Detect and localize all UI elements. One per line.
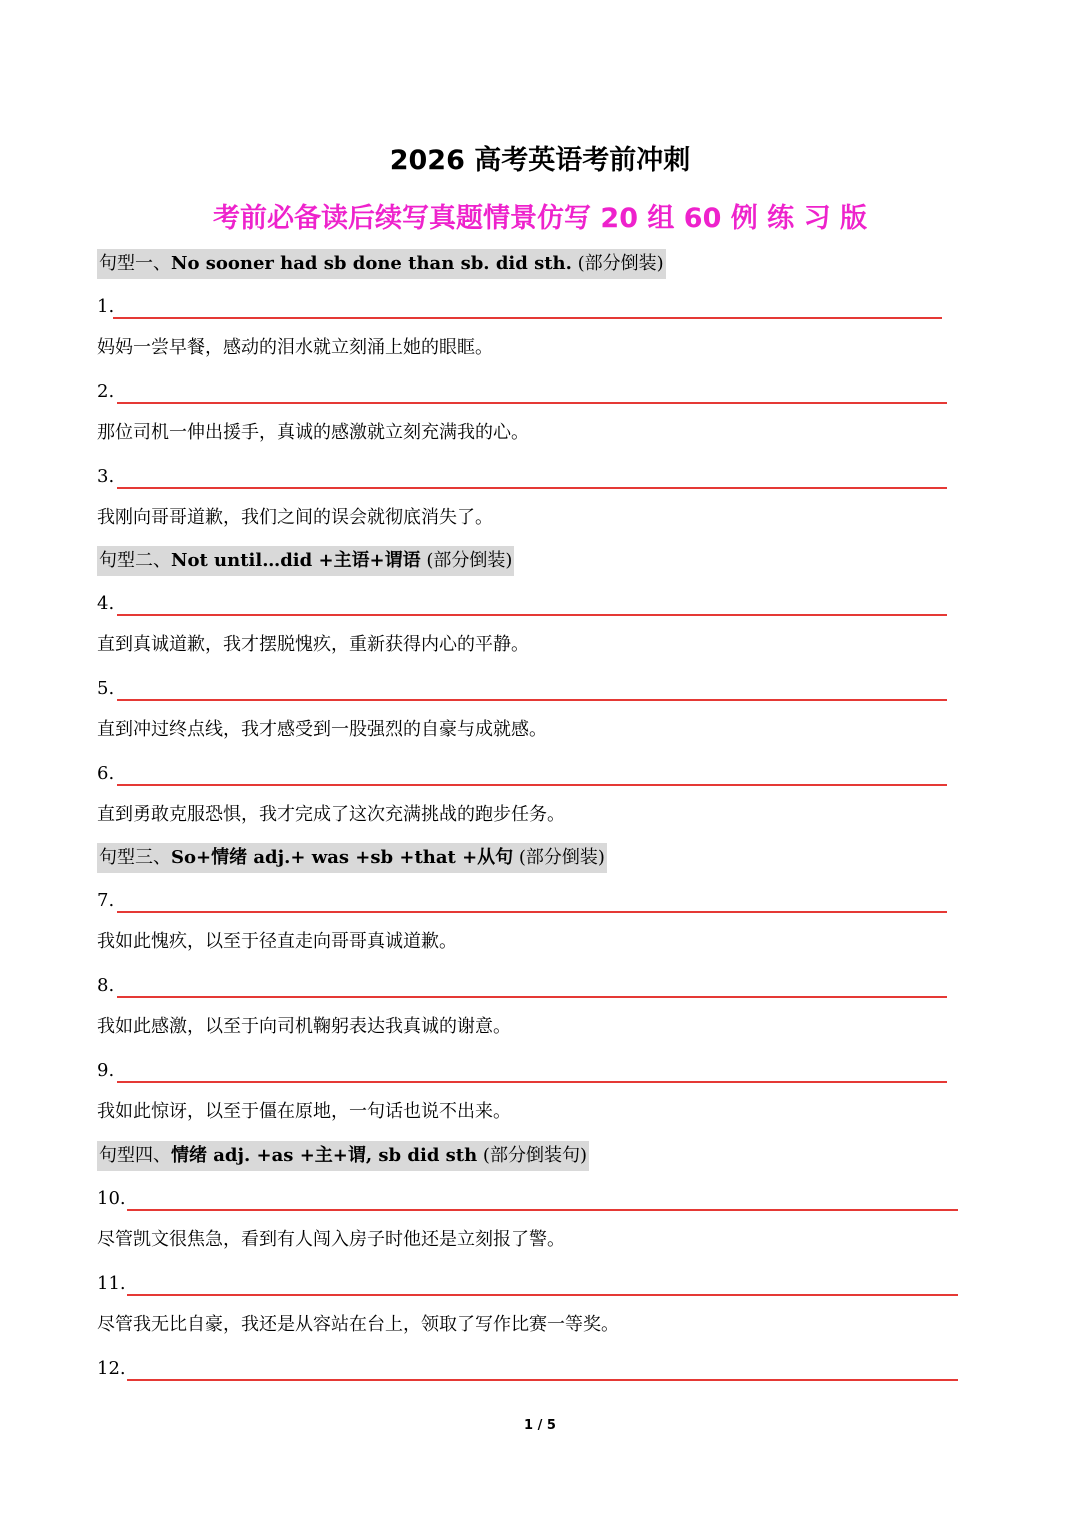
answer-line[interactable] [97, 1354, 958, 1384]
section-heading [97, 546, 514, 576]
page-number: 1 / 5 [524, 1418, 556, 1433]
item-number: 12. [97, 1358, 126, 1379]
subtitle-text-groups: 组 [647, 203, 675, 234]
prompt-text: 尽管凯文很焦急，看到有人闯入房子时他还是立刻报了警。 [97, 1229, 565, 1250]
section-pattern: So+情绪 adj.+ was +sb +that +从句 [171, 847, 514, 868]
section-label: 句型三、 [99, 847, 171, 868]
answer-rule[interactable] [127, 1379, 958, 1381]
section-note: (部分倒装) [571, 253, 664, 274]
section-label: 句型二、 [99, 550, 171, 571]
prompt-text: 直到冲过终点线，我才感受到一股强烈的自豪与成就感。 [97, 719, 547, 740]
item-number: 7. [97, 890, 115, 911]
prompt-text: 我刚向哥哥道歉，我们之间的误会就彻底消失了。 [97, 507, 493, 528]
answer-line[interactable] [97, 759, 947, 789]
answer-rule[interactable] [117, 699, 947, 701]
item-number: 5. [97, 678, 115, 699]
answer-line[interactable] [97, 589, 947, 619]
section-heading [97, 249, 666, 279]
subtitle-number-examples: 60 [683, 203, 722, 234]
prompt-text: 尽管我无比自豪，我还是从容站在台上，领取了写作比赛一等奖。 [97, 1314, 619, 1335]
answer-rule[interactable] [127, 1209, 958, 1211]
item-number: 9. [97, 1060, 115, 1081]
answer-rule[interactable] [117, 1081, 947, 1083]
item-number: 2. [97, 381, 115, 402]
section-note: (部分倒装) [513, 847, 605, 868]
answer-line[interactable] [97, 377, 947, 407]
answer-line[interactable] [97, 971, 947, 1001]
subtitle-text-edition: 例 练 习 版 [730, 203, 867, 234]
answer-line[interactable] [97, 1056, 947, 1086]
page-title: 2026 高考英语考前冲刺 [389, 145, 691, 176]
answer-rule[interactable] [117, 614, 947, 616]
subtitle-text: 考前必备读后续写真题情景仿写 [213, 203, 591, 234]
prompt-text: 妈妈一尝早餐，感动的泪水就立刻涌上她的眼眶。 [97, 337, 493, 358]
item-number: 11. [97, 1273, 126, 1294]
item-number: 3. [97, 466, 115, 487]
item-number: 10. [97, 1188, 126, 1209]
prompt-text: 我如此愧疚，以至于径直走向哥哥真诚道歉。 [97, 931, 457, 952]
section-heading [97, 1141, 589, 1171]
answer-rule[interactable] [117, 996, 947, 998]
answer-rule[interactable] [117, 911, 947, 913]
answer-line[interactable] [97, 462, 947, 492]
answer-line[interactable] [97, 1184, 958, 1214]
answer-rule[interactable] [113, 317, 942, 319]
section-heading [97, 843, 607, 873]
prompt-text: 直到勇敢克服恐惧，我才完成了这次充满挑战的跑步任务。 [97, 804, 565, 825]
answer-rule[interactable] [117, 402, 947, 404]
subtitle-number-groups: 20 [600, 203, 638, 234]
item-number: 1. [97, 296, 115, 317]
answer-rule[interactable] [117, 784, 947, 786]
answer-rule[interactable] [127, 1294, 958, 1296]
item-number: 6. [97, 763, 115, 784]
answer-line[interactable] [97, 886, 947, 916]
item-number: 4. [97, 593, 115, 614]
section-label: 句型四、 [99, 1145, 171, 1166]
prompt-text: 我如此感激，以至于向司机鞠躬表达我真诚的谢意。 [97, 1016, 511, 1037]
answer-line[interactable] [97, 1269, 958, 1299]
section-note: (部分倒装) [420, 550, 513, 571]
section-label: 句型一、 [99, 253, 171, 274]
section-note: (部分倒装句) [477, 1145, 587, 1166]
item-number: 8. [97, 975, 115, 996]
prompt-text: 我如此惊讶，以至于僵在原地，一句话也说不出来。 [97, 1101, 511, 1122]
answer-rule[interactable] [117, 487, 947, 489]
prompt-text: 直到真诚道歉，我才摆脱愧疚，重新获得内心的平静。 [97, 634, 529, 655]
section-pattern: 情绪 adj. +as +主+谓, sb did sth [171, 1145, 478, 1166]
page-subtitle [0, 196, 1080, 235]
answer-line[interactable] [97, 292, 947, 322]
prompt-text: 那位司机一伸出援手，真诚的感激就立刻充满我的心。 [97, 422, 529, 443]
answer-line[interactable] [97, 674, 947, 704]
section-pattern: Not until…did +主语+谓语 [171, 550, 421, 571]
section-pattern: No sooner had sb done than sb. did sth. [171, 253, 572, 274]
